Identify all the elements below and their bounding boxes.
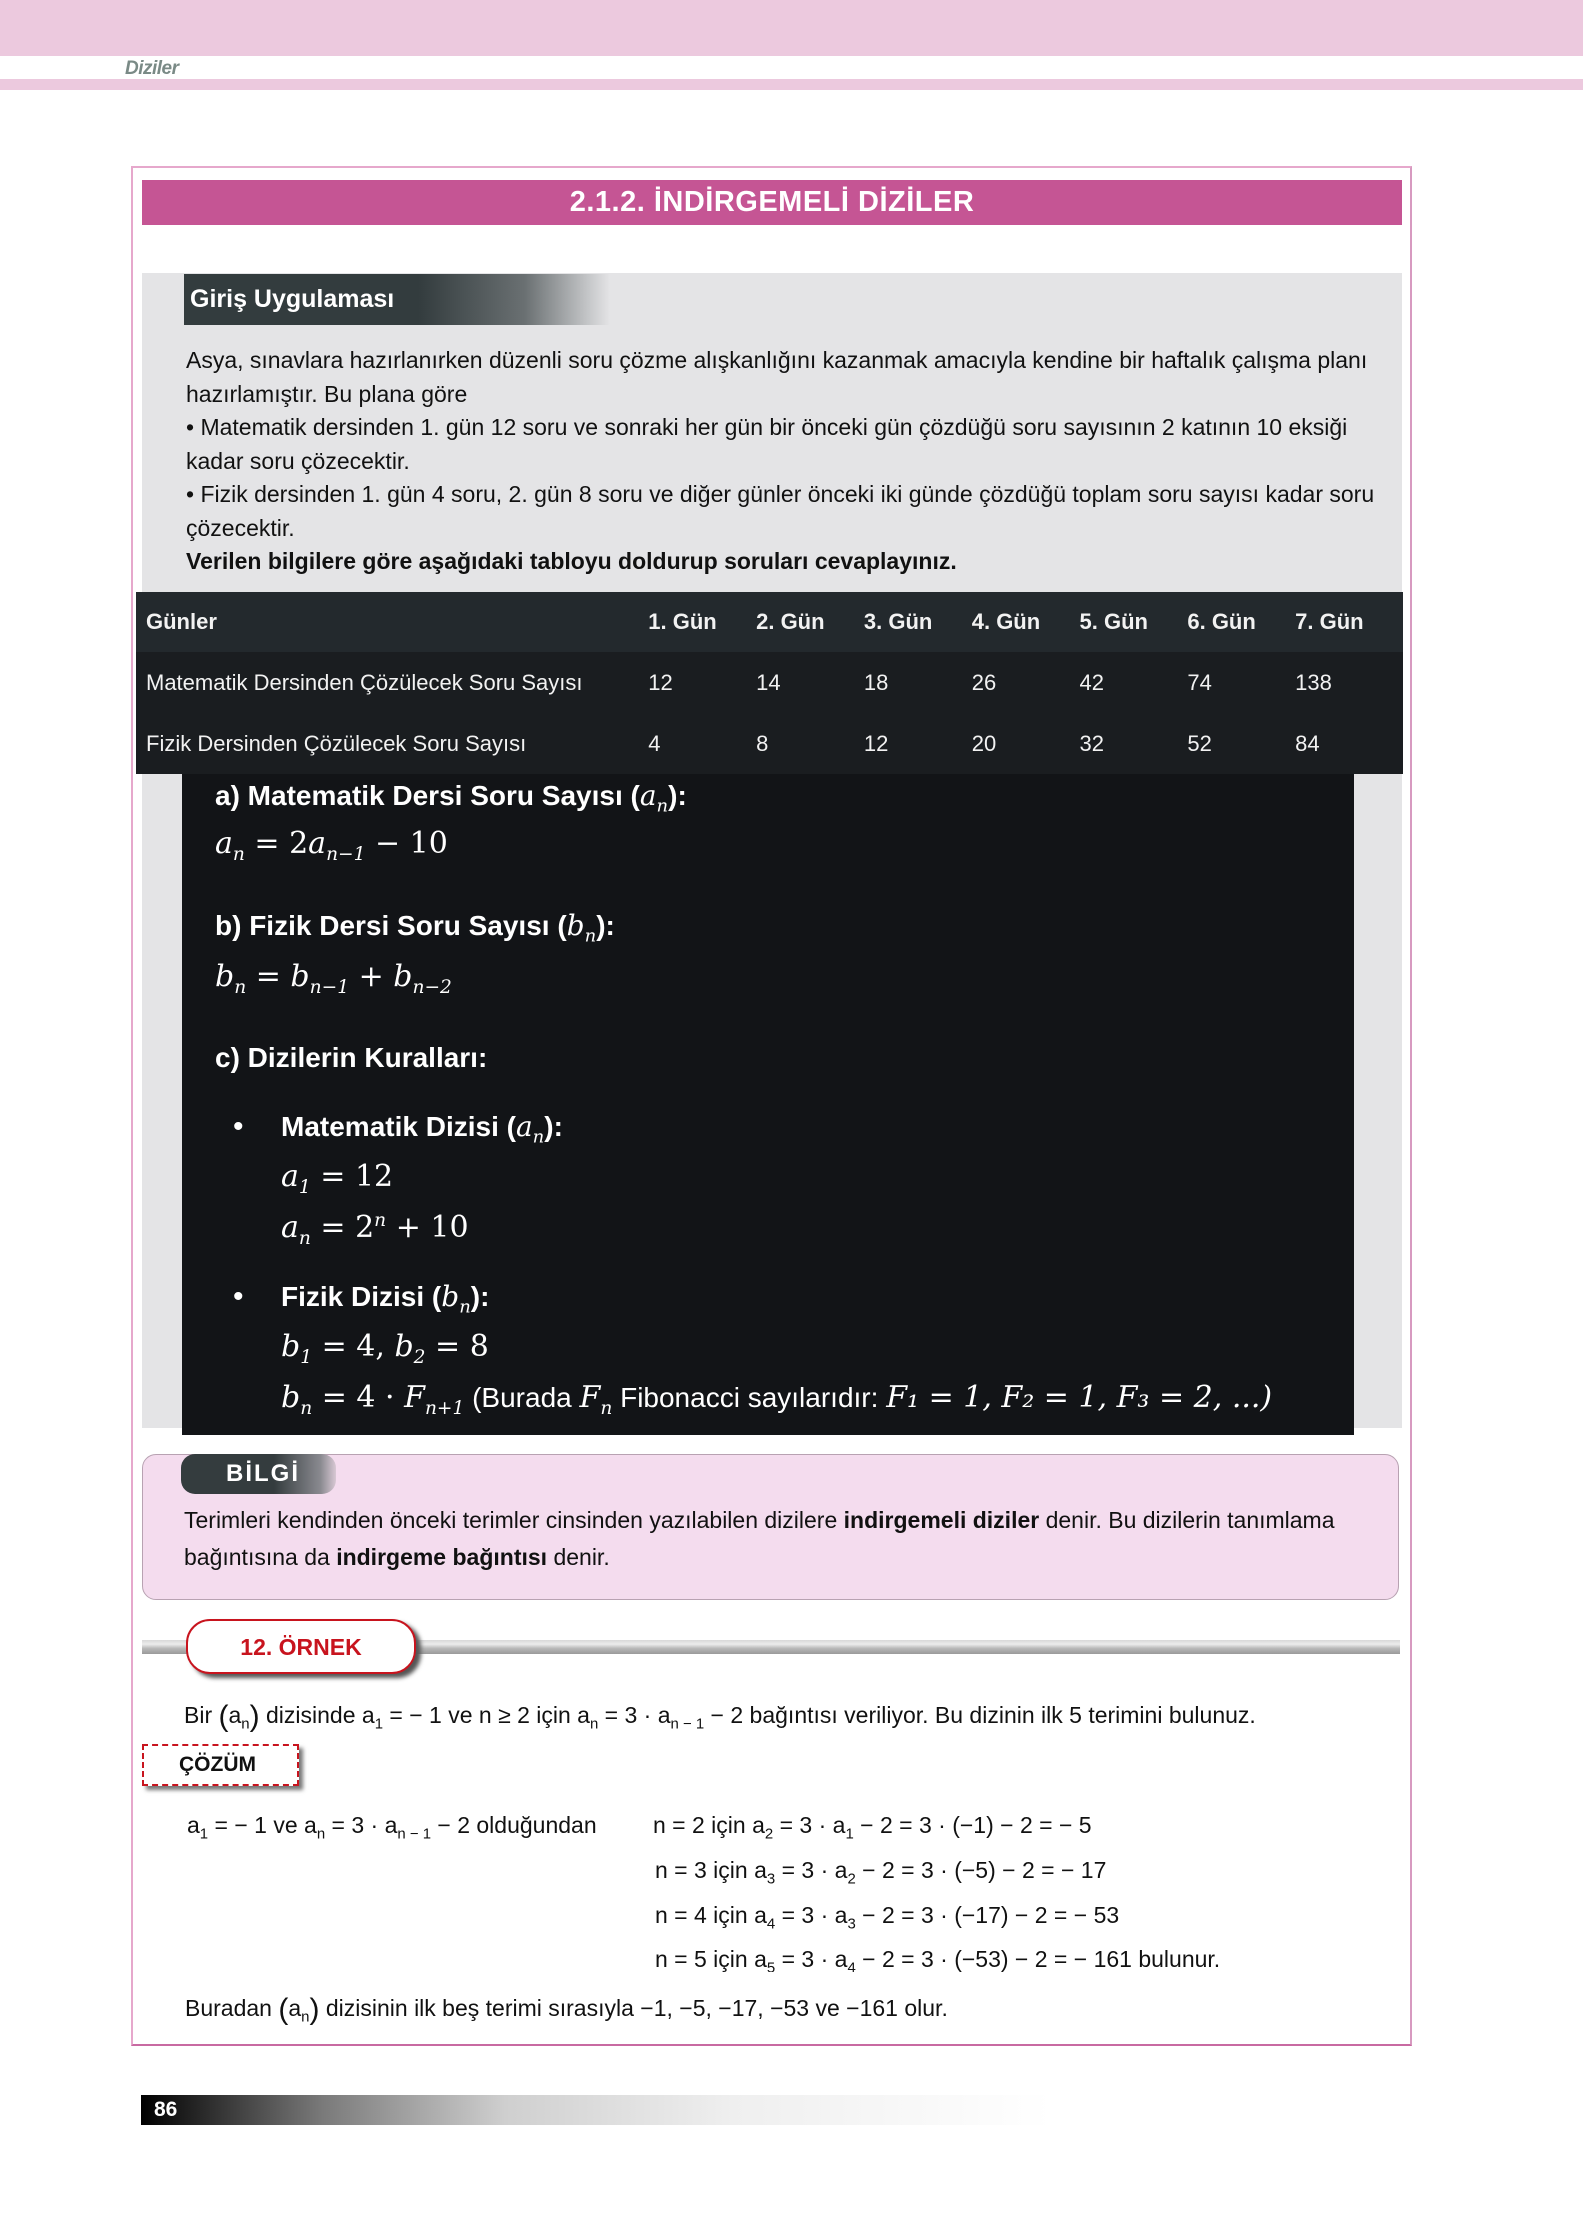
answer-a-heading: a) Matematik Dersi Soru Sayısı $(a_n)$: [215, 779, 687, 817]
table-cell: 84 [1295, 730, 1320, 756]
physics-rule-heading: Fizik Dizisi $(b_n)$: [281, 1280, 490, 1318]
table-row [136, 652, 1403, 713]
page-number-bar [141, 2095, 1051, 2125]
example-question: Bir $(a_n)$ dizisinde $a_1$ = − 1 ve n ≥ 2 için $a_n = 3 \cdot a_{n - 1} - 2$ bağıntısı veriliyor. Bu dizinin ilk 5 terimini bulunuz. [184, 1700, 1256, 1733]
table-header: Günler [136, 592, 648, 652]
solution-step: n = 4 için $a_4 = 3 \cdot a_3 - 2 = 3 \cdot (-17) - 2$ = − 53 [655, 1902, 1120, 1933]
solution-conclusion: Buradan $(a_n)$ dizisinin ilk beş terimi sırasıyla −1, −5, −17, −53 ve −161 olur. [185, 1993, 948, 2026]
table-header: 7. Gün [1295, 592, 1403, 652]
table-cell: 32 [1079, 730, 1105, 756]
intro-bullet-physics: • Fizik dersinden 1. gün 4 soru, 2. gün 8 soru ve diğer günler önceki iki günde çözdüğü toplam soru sayısı kadar soru çözecektir. [186, 481, 1375, 541]
answer-c-heading: c) Dizilerin Kuralları: [215, 1042, 488, 1073]
physics-rule-initial: $b_1 = 4$, $b_2 = 8$ [281, 1329, 489, 1368]
table-cell: 12 [648, 669, 673, 695]
table-cell: Fizik Dersinden Çözülecek Soru Sayısı [146, 730, 527, 756]
intro-instruction: Verilen bilgilere göre aşağıdaki tabloyu doldurup soruları cevaplayınız. [186, 548, 957, 574]
answer-b-heading: b) Fizik Dersi Soru Sayısı $(b_n)$: [215, 909, 615, 947]
page-number: 86 [154, 2098, 178, 2121]
table-cell: 138 [1295, 669, 1332, 695]
table-header: 1. Gün [648, 592, 756, 652]
table-cell: 4 [648, 730, 661, 756]
table-cell: 8 [756, 730, 769, 756]
section-title: 2.1.2. İNDİRGEMELİ DİZİLER [142, 180, 1402, 225]
table-header: 5. Gün [1080, 592, 1188, 652]
solution-step: n = 5 için $a_5 = 3 \cdot a_4 - 2 = 3 \cdot (-53) - 2$ = − 161 bulunur. [655, 1946, 1221, 1972]
answer-b-formula: $b_n = b_{n-1} + b_{n-2}$ [215, 959, 452, 998]
answer-a-formula: $a_n = 2a_{n-1} - 10$ [215, 826, 448, 865]
intro-text [186, 344, 1396, 579]
table-cell: 12 [863, 730, 889, 756]
table-cell: 42 [1079, 669, 1105, 695]
table-header: 2. Gün [756, 592, 864, 652]
top-band [0, 0, 1583, 56]
answers-box [182, 774, 1354, 1435]
solution-intro: $a_1$ = − 1 ve $a_n = 3 \cdot a_{n - 1} - 2$ olduğundan [187, 1812, 597, 1843]
solution-label: ÇÖZÜM [142, 1744, 299, 1786]
math-rule-a1: $a_1 = 12$ [281, 1159, 394, 1198]
table-row [136, 713, 1403, 774]
intro-label: Giriş Uygulaması [184, 274, 610, 325]
math-rule-heading: Matematik Dizisi $(a_n)$: [281, 1110, 563, 1148]
header-rule [0, 79, 1583, 90]
physics-rule-general: $b_n = 4 \cdot F_{n+1}$ (Burada $F_n$ Fibonacci sayılarıdır: F₁ = 1, F₂ = 1, F₃ = 2, ...) [281, 1380, 1273, 1419]
table-cell: 74 [1187, 669, 1212, 695]
table-cell: 52 [1187, 730, 1212, 756]
info-label: BİLGİ [181, 1454, 336, 1494]
solution-step: n = 2 için $a_2 = 3 \cdot a_1 - 2 = 3 \cdot (-1) - 2$ = − 5 [653, 1812, 1092, 1843]
table-cell: 26 [971, 669, 997, 695]
days-table [136, 592, 1403, 774]
math-rule-general: $a_n = 2^n + 10$ [281, 1210, 469, 1249]
table-header: 4. Gün [972, 592, 1080, 652]
running-header: Diziler [125, 58, 179, 79]
info-text: Terimleri kendinden önceki terimler cinsinden yazılabilen dizilere indirgemeli diziler denir. Bu dizilerin tanımlama bağıntısına da indirgeme bağıntısı denir. [184, 1507, 1335, 1570]
bullet-icon: • [233, 1110, 244, 1143]
table-cell: 18 [863, 669, 889, 695]
table-cell: Matematik Dersinden Çözülecek Soru Sayısı [146, 669, 583, 695]
example-label: 12. ÖRNEK [186, 1619, 416, 1674]
table-header: 6. Gün [1187, 592, 1295, 652]
table-cell: 20 [971, 730, 997, 756]
table-header: 3. Gün [864, 592, 972, 652]
bullet-icon: • [233, 1280, 244, 1313]
table-cell: 14 [756, 669, 781, 695]
intro-bullet-math: • Matematik dersinden 1. gün 12 soru ve sonraki her gün bir önceki gün çözdüğü soru sayısının 2 katının 10 eksiği kadar soru çözecektir. [186, 414, 1348, 474]
table-header-row [136, 592, 1403, 652]
solution-step: n = 3 için $a_3 = 3 \cdot a_2 - 2 = 3 \cdot (-5) - 2$ = − 17 [655, 1857, 1107, 1888]
intro-paragraph: Asya, sınavlara hazırlanırken düzenli soru çözme alışkanlığını kazanmak amacıyla kendine bir haftalık çalışma planı hazırlamıştır. Bu plana göre [186, 347, 1368, 407]
